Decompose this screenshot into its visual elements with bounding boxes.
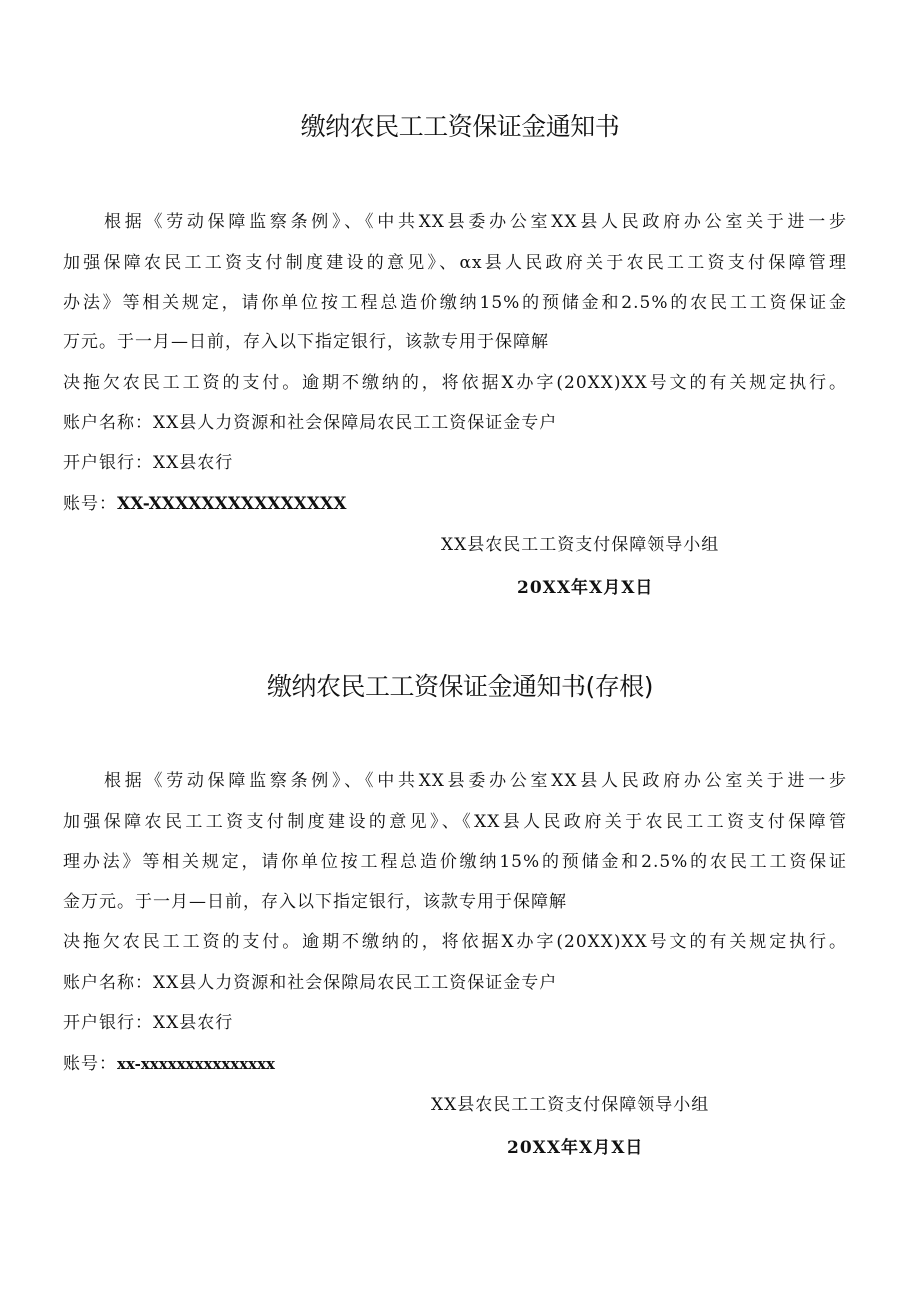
account-no-label: 账号：	[63, 1054, 117, 1074]
bank-value: XX县农行	[153, 453, 234, 473]
bank-label: 开户银行：	[63, 1013, 153, 1033]
account-name-label: 账户名称：	[63, 973, 153, 993]
notice-line-2: 加强保障农民工工资支付制度建设的意见》、αx县人民政府关于农民工工资支付保障管理	[63, 253, 847, 273]
stub-account-name-row	[63, 971, 557, 995]
account-name-value: XX县人力资源和社会保障局农民工工资保证金专户	[153, 413, 558, 433]
account-no-value: XX-XXXXXXXXXXXXXXX	[117, 494, 347, 514]
notice-line-3: 办法》等相关规定，请你单位按工程总造价缴纳15%的预储金和2.5%的农民工工资保证金	[63, 293, 847, 313]
stub-title: 缴纳农民工工资保证金通知书(存根)	[266, 672, 653, 701]
notice-signatory: XX县农民工工资支付保障领导小组	[441, 535, 720, 555]
bank-label: 开户银行：	[63, 453, 153, 473]
notice-account-no-row	[63, 492, 346, 516]
bank-value: XX县农行	[153, 1013, 234, 1033]
notice-line-4: 万元。于一月—日前，存入以下指定银行，该款专用于保障解	[63, 332, 549, 352]
notice-date: 20XX年X月X日	[517, 578, 654, 598]
notice-line-5: 决拖欠农民工工资的支付。逾期不缴纳的，将依据X办字(20XX)XX号文的有关规定执行。	[63, 373, 847, 393]
stub-line-3: 理办法》等相关规定，请你单位按工程总造价缴纳15%的预储金和2.5%的农民工工资保证	[63, 852, 847, 872]
stub-line-4: 金万元。于一月—日前，存入以下指定银行，该款专用于保障解	[63, 892, 567, 912]
stub-line-5: 决拖欠农民工工资的支付。逾期不缴纳的，将依据X办字(20XX)XX号文的有关规定执行。	[63, 932, 847, 952]
notice-account-name-row	[63, 411, 557, 435]
stub-signatory: XX县农民工工资支付保障领导小组	[431, 1095, 710, 1115]
stub-date: 20XX年X月X日	[507, 1138, 644, 1158]
account-name-value: XX县人力资源和社会保隙局农民工工资保证金专户	[153, 973, 558, 993]
notice-line-1: 根据《劳动保障监察条例》、《中共XX县委办公室XX县人民政府办公室关于进一步	[104, 212, 847, 232]
notice-title: 缴纳农民工工资保证金通知书	[300, 112, 620, 141]
stub-line-2: 加强保障农民工工资支付制度建设的意见》、《XX县人民政府关于农民工工资支付保障管	[63, 812, 847, 832]
stub-account-no-row	[63, 1052, 275, 1076]
stub-line-1: 根据《劳动保障监察条例》、《中共XX县委办公室XX县人民政府办公室关于进一步	[104, 771, 847, 791]
account-no-value: xx-xxxxxxxxxxxxxxx	[117, 1055, 275, 1073]
account-no-label: 账号：	[63, 494, 117, 514]
notice-bank-row	[63, 451, 233, 475]
stub-bank-row	[63, 1011, 233, 1035]
account-name-label: 账户名称：	[63, 413, 153, 433]
